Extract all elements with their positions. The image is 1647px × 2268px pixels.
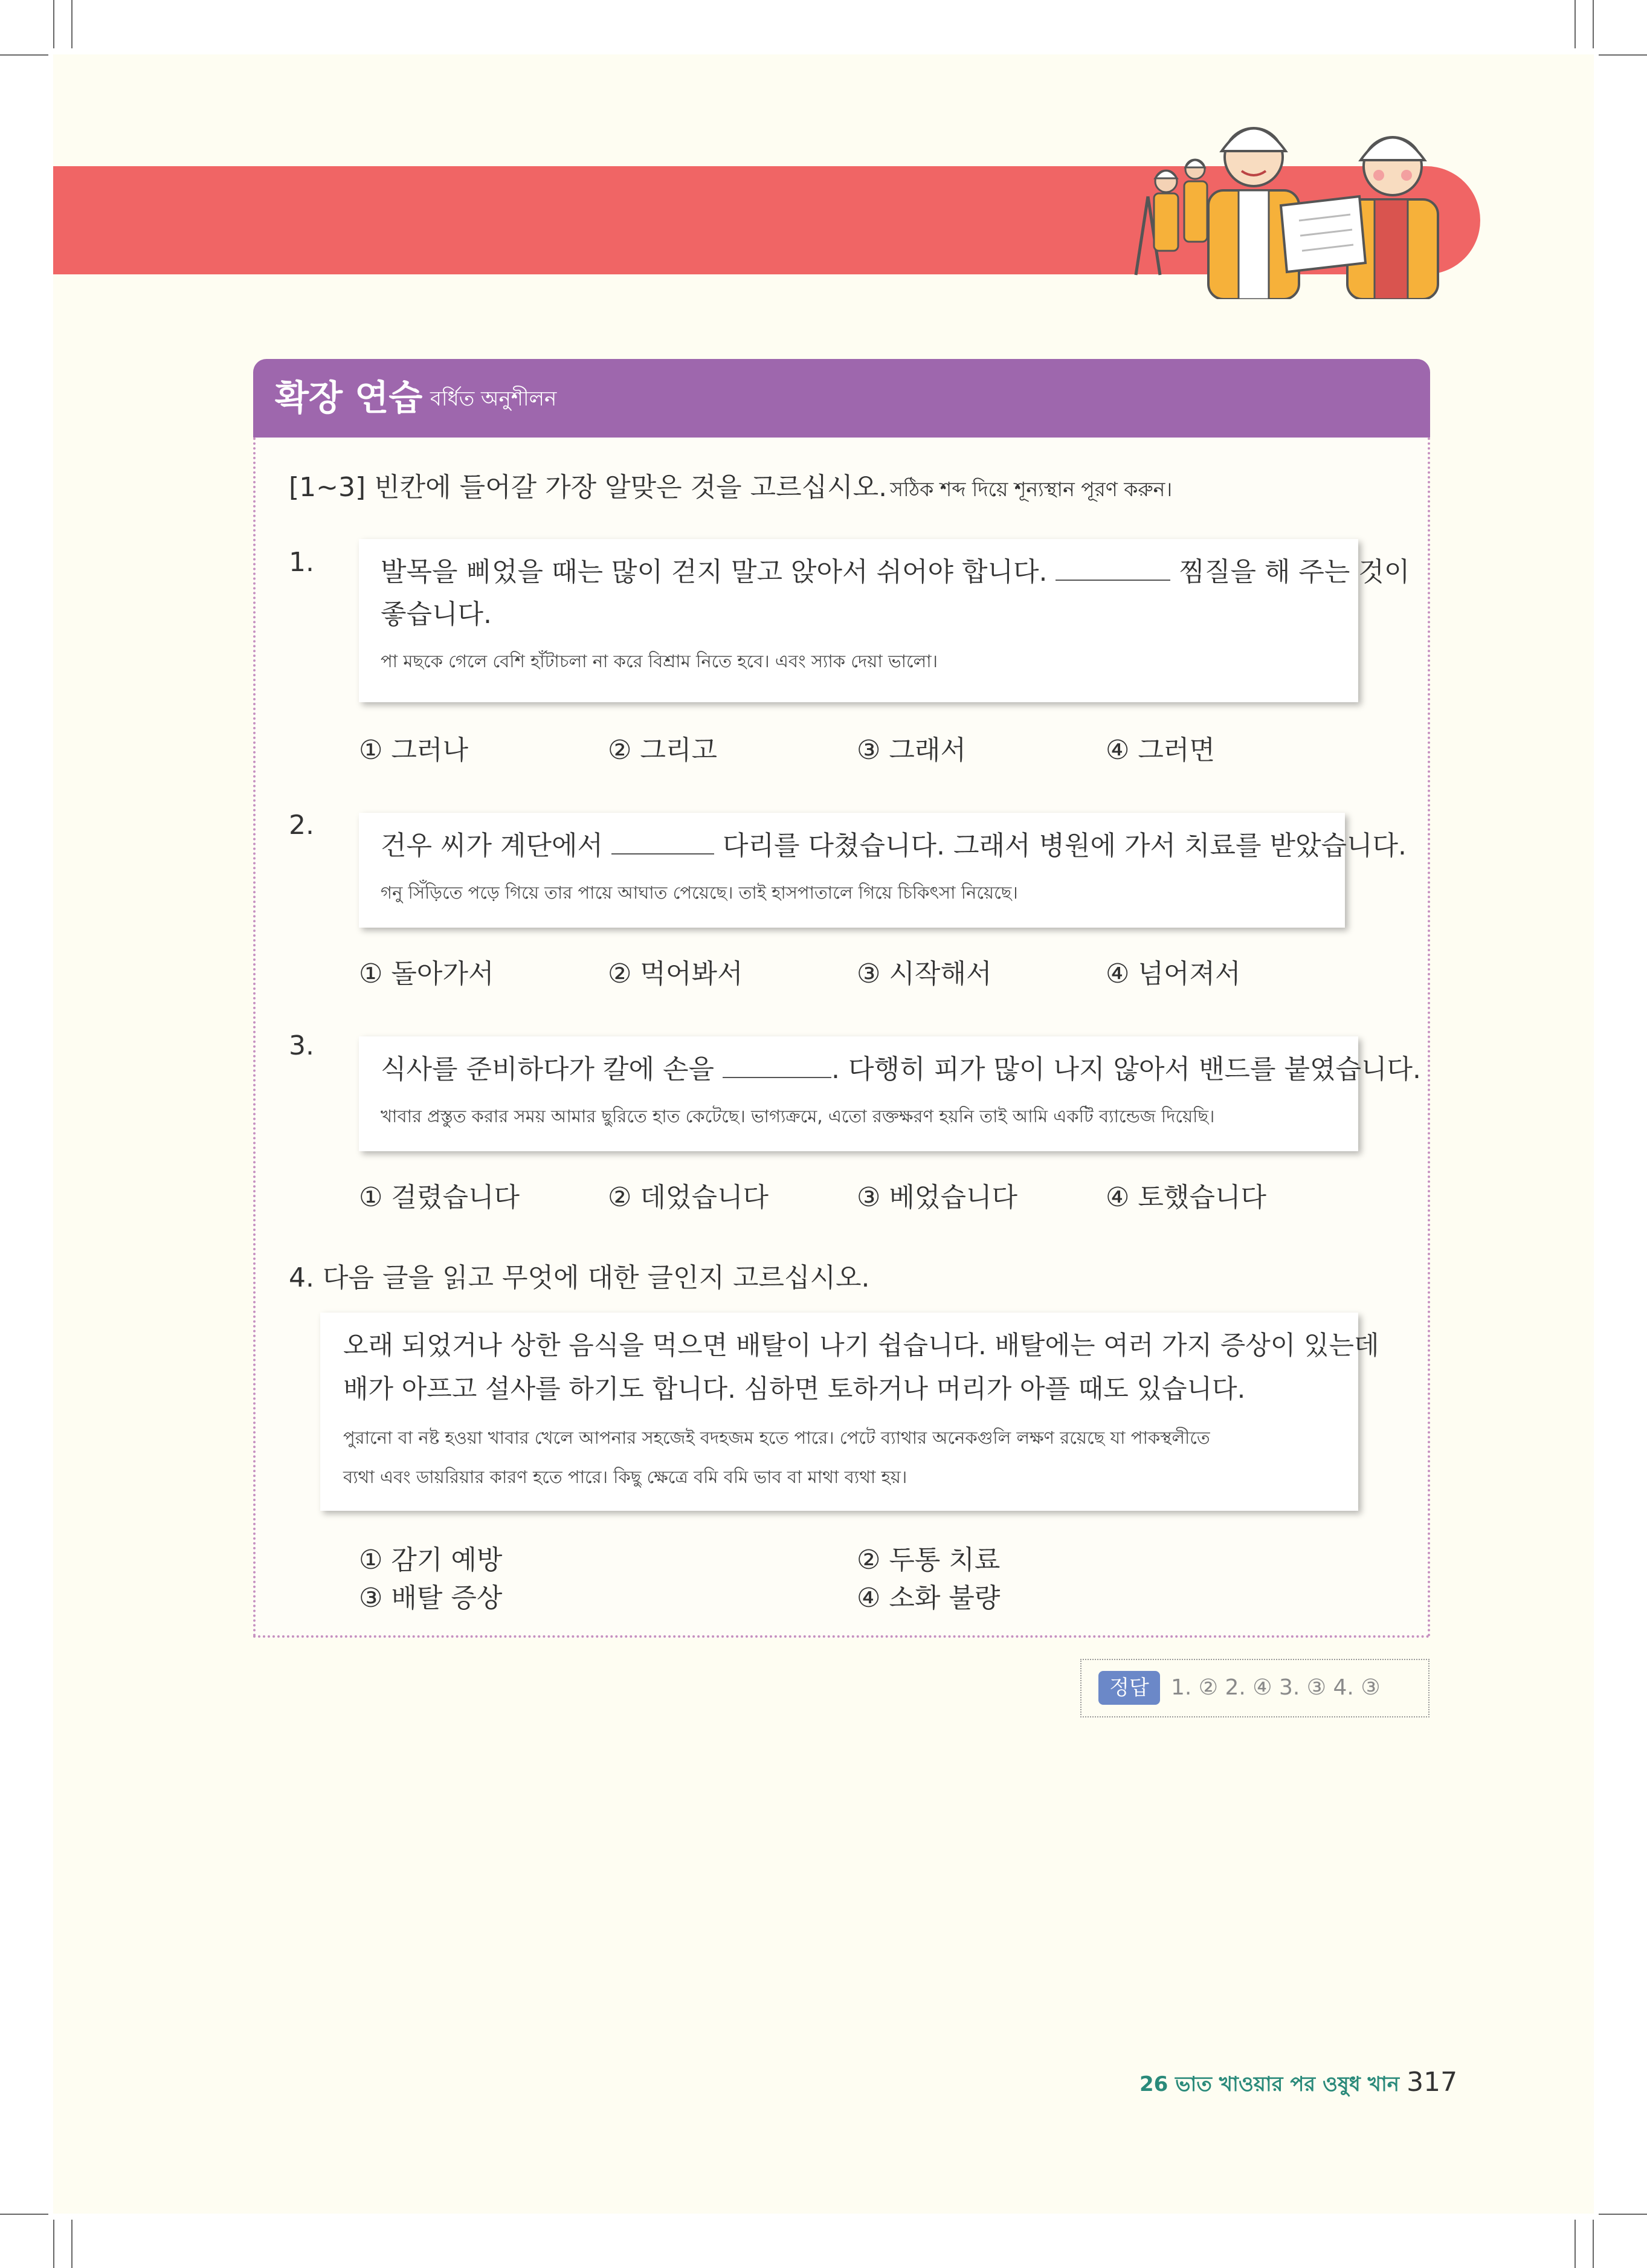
question4-title: 4. 다음 글을 읽고 무엇에 대한 글인지 고르십시오.: [289, 1262, 870, 1293]
crop-mark: [0, 2214, 48, 2215]
question-number: 1.: [289, 547, 314, 578]
crop-mark: [53, 2220, 54, 2268]
question-number: 2.: [289, 810, 314, 841]
option-1[interactable]: ① 걸렸습니다: [359, 1182, 520, 1213]
crop-mark: [0, 54, 48, 56]
question-text: 건우 씨가 계단에서 다리를 다쳤습니다. 그래서 병원에 가서 치료를 받았습니다.: [381, 830, 1407, 861]
crop-mark: [1599, 54, 1647, 56]
answer-blank: [723, 1053, 831, 1078]
question-text-line2: 좋습니다.: [381, 599, 492, 630]
option-2[interactable]: ② 먹어봐서: [608, 958, 743, 989]
option-4[interactable]: ④ 소화 불량: [857, 1583, 1001, 1614]
crop-mark: [1599, 2214, 1647, 2215]
answer-blank: [611, 829, 714, 855]
question-card: [359, 1036, 1421, 1151]
workers-illustration: [1118, 100, 1456, 299]
question-translation: খাবার প্রস্তুত করার সময় আমার ছুরিতে হাত কেটেছে। ভাগ্যক্রমে, এতো রক্তক্ষরণ হয়নি তাই আমি একটি ব্যান্ডেজ দিয়েছি।: [381, 1106, 1215, 1126]
option-4[interactable]: ④ 넘어져서: [1106, 958, 1241, 989]
crop-mark: [1574, 0, 1576, 48]
option-1[interactable]: ① 돌아가서: [359, 958, 494, 989]
instruction-bn: সঠিক শব্দ দিয়ে শূন্যস্থান পূরণ করুন।: [890, 477, 1173, 501]
question-card: [359, 813, 1407, 928]
section-title: 확장 연습: [275, 377, 423, 418]
question-text: 발목을 삐었을 때는 많이 걷지 말고 앉아서 쉬어야 합니다. 찜질을 해 주는 것이: [381, 557, 1410, 587]
crop-mark: [1593, 2220, 1594, 2268]
option-4[interactable]: ④ 그러면: [1106, 735, 1215, 766]
option-2[interactable]: ② 데었습니다: [608, 1182, 769, 1213]
crop-mark: [71, 0, 73, 48]
instruction-ko: [1~3] 빈칸에 들어갈 가장 알맞은 것을 고르십시오.: [289, 472, 888, 503]
reading-passage-card: [320, 1313, 1379, 1511]
crop-mark: [1574, 2220, 1576, 2268]
option-4[interactable]: ④ 토했습니다: [1106, 1182, 1266, 1213]
option-3[interactable]: ③ 시작해서: [857, 958, 992, 989]
question-text: 식사를 준비하다가 칼에 손을 . 다행히 피가 많이 나지 않아서 밴드를 붙였습니다.: [381, 1054, 1421, 1085]
option-3[interactable]: ③ 그래서: [857, 735, 966, 766]
option-3[interactable]: ③ 배탈 증상: [359, 1583, 503, 1614]
option-2[interactable]: ② 그리고: [608, 735, 717, 766]
passage-translation-line1: পুরানো বা নষ্ট হওয়া খাবার খেলে আপনার সহজেই বদহজম হতে পারে। পেটে ব্যাথার অনেকগুলি লক্ষণ রয়েছে যা পাকস্থলীতে: [343, 1427, 1210, 1448]
crop-mark: [1593, 0, 1594, 48]
question-number: 3.: [289, 1030, 314, 1061]
instruction: [289, 465, 1172, 508]
crop-mark: [53, 0, 54, 48]
answer-text: 1. ② 2. ④ 3. ③ 4. ③: [1171, 1675, 1381, 1700]
option-2[interactable]: ② 두통 치료: [857, 1545, 1001, 1575]
chapter-title: 26 ভাত খাওয়ার পর ওষুধ খান: [1139, 2072, 1400, 2096]
option-1[interactable]: ① 감기 예방: [359, 1545, 503, 1575]
passage-line1: 오래 되었거나 상한 음식을 먹으면 배탈이 나기 쉽습니다. 배탈에는 여러 가지 증상이 있는데: [343, 1331, 1379, 1361]
passage-translation-line2: ব্যথা এবং ডায়রিয়ার কারণ হতে পারে। কিছু ক্ষেত্রে বমি বমি ভাব বা মাথা ব্যথা হয়।: [343, 1467, 907, 1487]
section-subtitle: বর্ধিত অনুশীলন: [430, 387, 557, 411]
answer-label: 정답: [1098, 1671, 1160, 1705]
page-number: 317: [1407, 2067, 1458, 2098]
question-translation: গনু সিঁড়িতে পড়ে গিয়ে তার পায়ে আঘাত পেয়েছে। তাই হাসপাতালে গিয়ে চিকিৎসা নিয়েছে।: [381, 882, 1018, 903]
page-footer: [1139, 2067, 1457, 2103]
question-card: [359, 539, 1410, 702]
answer-blank: [1056, 555, 1170, 581]
passage-line2: 배가 아프고 설사를 하기도 합니다. 심하면 토하거나 머리가 아플 때도 있습니다.: [343, 1374, 1246, 1404]
crop-mark: [71, 2220, 73, 2268]
option-1[interactable]: ① 그러나: [359, 735, 468, 766]
question-translation: পা মছকে গেলে বেশি হাঁটাচলা না করে বিশ্রাম নিতে হবে। এবং স্যাক দেয়া ভালো।: [381, 651, 938, 671]
option-3[interactable]: ③ 베었습니다: [857, 1182, 1017, 1213]
